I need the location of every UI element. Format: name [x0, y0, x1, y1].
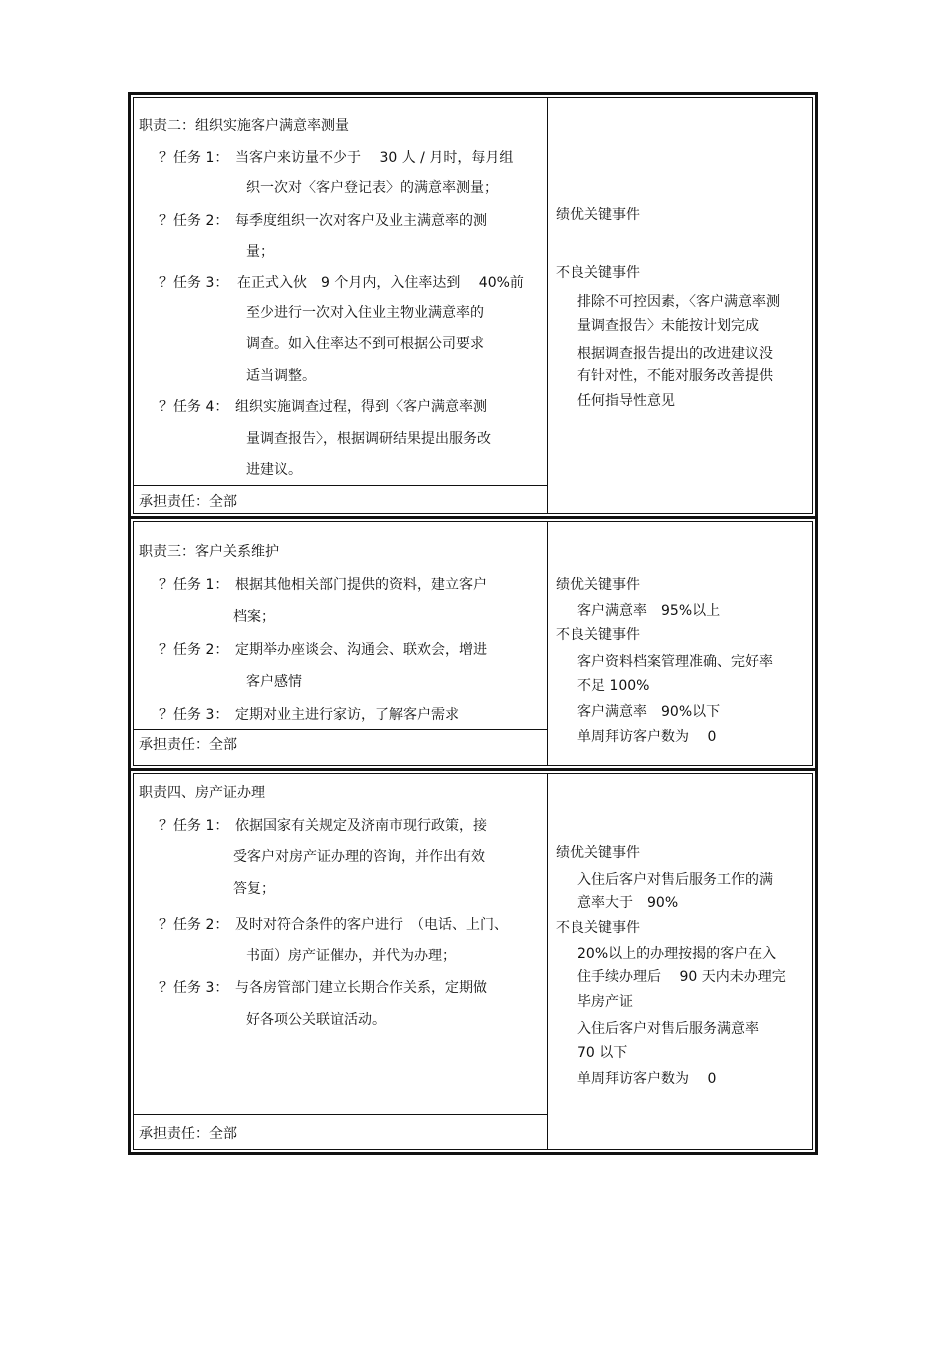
excellent-heading: 绩优关键事件: [556, 577, 640, 593]
task-line: 量；: [246, 244, 274, 260]
task-line: 书面）房产证催办，并代为办理；: [246, 948, 456, 964]
task-line: 织一次对〈客户登记表〉的满意率测量；: [246, 180, 498, 196]
task-line: 在正式入伙 9 个月内，入住率达到 40%前: [237, 275, 524, 291]
task-prefix: ？任务 3：: [159, 707, 229, 723]
task-line: 至少进行一次对入住业主物业满意率的: [246, 305, 484, 321]
excellent-heading: 绩优关键事件: [556, 207, 640, 223]
task-prefix: ？任务 1：: [159, 150, 229, 166]
task-prefix: ？任务 2：: [159, 642, 229, 658]
excellent-item: 入住后客户对售后服务工作的满: [577, 872, 773, 888]
duty-title: 职责四、房产证办理: [139, 785, 265, 801]
task-line: 受客户对房产证办理的咨询，并作出有效: [233, 849, 485, 865]
responsibility: 承担责任：全部: [139, 1126, 237, 1142]
poor-item: 毕房产证: [577, 994, 633, 1010]
duty-title: 职责二：组织实施客户满意率测量: [139, 118, 349, 134]
poor-item: 单周拜访客户数为 0: [577, 729, 717, 745]
responsibility: 承担责任：全部: [139, 737, 237, 753]
excellent-item: 客户满意率 95%以上: [577, 603, 721, 619]
column-divider: [547, 97, 548, 514]
poor-item: 有针对性，不能对服务改善提供: [577, 368, 773, 384]
task-prefix: ？任务 4：: [159, 399, 229, 415]
row-divider: [133, 1114, 547, 1115]
task-line: 档案；: [233, 609, 275, 625]
task-prefix: ？任务 3：: [159, 275, 229, 291]
poor-item: 客户满意率 90%以下: [577, 704, 721, 720]
task-line: 当客户来访量不少于 30 人 / 月时，每月组: [235, 150, 514, 166]
task-prefix: ？任务 3：: [159, 980, 229, 996]
task-line: 与各房管部门建立长期合作关系，定期做: [235, 980, 487, 996]
row-divider: [133, 485, 547, 486]
duty-block-2: [128, 92, 818, 519]
task-line: 客户感情: [246, 674, 302, 690]
task-line: 定期举办座谈会、沟通会、联欢会，增进: [235, 642, 487, 658]
poor-item: 不足 100%: [577, 678, 650, 694]
column-divider: [547, 521, 548, 766]
poor-item: 单周拜访客户数为 0: [577, 1071, 717, 1087]
row-divider: [133, 729, 547, 730]
task-line: 根据其他相关部门提供的资料，建立客户: [235, 577, 487, 593]
task-line: 调查。如入住率达不到可根据公司要求: [246, 336, 484, 352]
task-line: 进建议。: [246, 462, 302, 478]
duty-block-4: [128, 768, 818, 1155]
poor-item: 20%以上的办理按揭的客户在入: [577, 946, 777, 962]
duty-block-3: [128, 516, 818, 771]
excellent-heading: 绩优关键事件: [556, 845, 640, 861]
task-prefix: ？任务 2：: [159, 917, 229, 933]
poor-heading: 不良关键事件: [556, 920, 640, 936]
column-divider: [547, 773, 548, 1150]
task-line: 量调查报告〉，根据调研结果提出服务改: [246, 431, 491, 447]
poor-item: 入住后客户对售后服务满意率: [577, 1021, 759, 1037]
duty-title: 职责三：客户关系维护: [139, 544, 279, 560]
task-line: 好各项公关联谊活动。: [246, 1012, 386, 1028]
task-line: 及时对符合条件的客户进行 （电话、上门、: [235, 917, 508, 933]
task-prefix: ？任务 1：: [159, 577, 229, 593]
task-line: 组织实施调查过程，得到〈客户满意率测: [235, 399, 487, 415]
responsibility: 承担责任：全部: [139, 494, 237, 510]
task-prefix: ？任务 1：: [159, 818, 229, 834]
task-line: 适当调整。: [246, 368, 316, 384]
task-line: 答复；: [233, 881, 275, 897]
task-prefix: ？任务 2：: [159, 213, 229, 229]
task-line: 定期对业主进行家访，了解客户需求: [235, 707, 459, 723]
poor-item: 70 以下: [577, 1045, 628, 1061]
poor-item: 住手续办理后 90 天内未办理完: [577, 969, 786, 985]
poor-item: 任何指导性意见: [577, 393, 675, 409]
excellent-item: 意率大于 90%: [577, 895, 679, 911]
poor-item: 根据调查报告提出的改进建议没: [577, 346, 773, 362]
poor-heading: 不良关键事件: [556, 265, 640, 281]
task-line: 依据国家有关规定及济南市现行政策，接: [235, 818, 487, 834]
poor-item: 客户资料档案管理准确、完好率: [577, 654, 773, 670]
poor-item: 量调查报告〉未能按计划完成: [577, 318, 759, 334]
poor-heading: 不良关键事件: [556, 627, 640, 643]
task-line: 每季度组织一次对客户及业主满意率的测: [235, 213, 487, 229]
poor-item: 排除不可控因素，〈客户满意率测: [577, 294, 780, 310]
